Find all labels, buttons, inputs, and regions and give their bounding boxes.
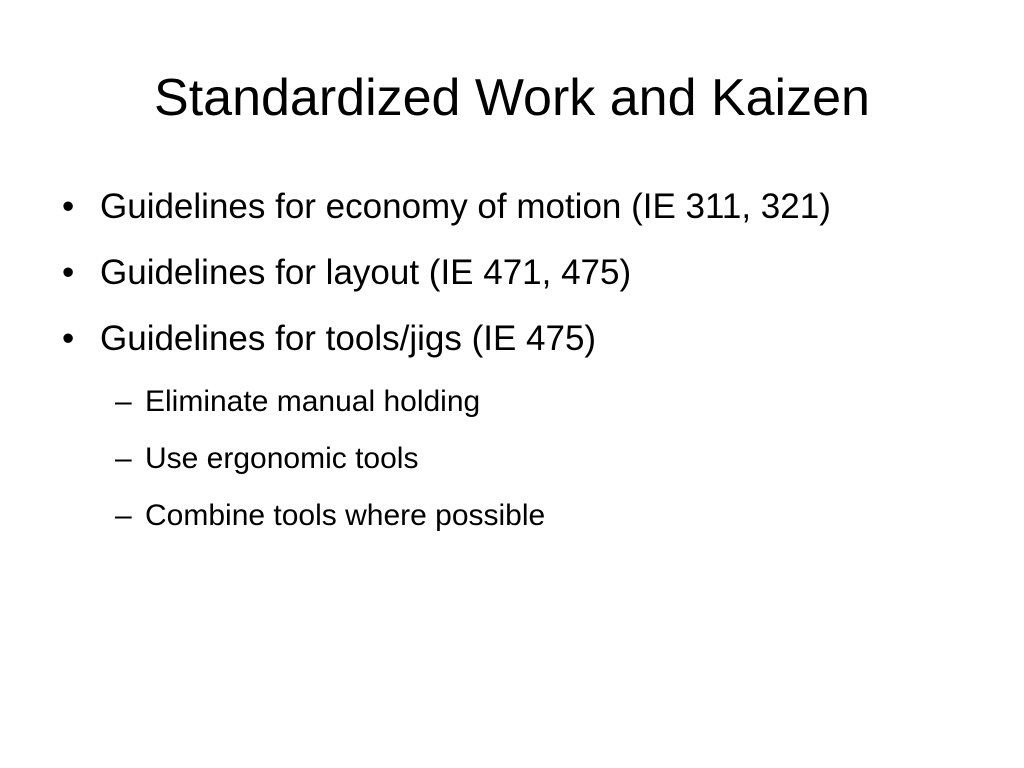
- bullet-icon: •: [62, 253, 75, 292]
- bullet-icon: •: [62, 187, 75, 226]
- sub-bullet-text: Combine tools where possible: [145, 499, 546, 532]
- bullet-item: [62, 318, 1002, 360]
- slide-title: Standardized Work and Kaizen: [154, 69, 870, 127]
- dash-icon: –: [115, 499, 132, 532]
- bullet-list: [62, 186, 1002, 555]
- bullet-icon: •: [62, 319, 75, 358]
- bullet-text: Guidelines for layout (IE 471, 475): [100, 253, 632, 292]
- bullet-item: [62, 186, 1002, 228]
- sub-bullet-text: Use ergonomic tools: [145, 442, 419, 475]
- sub-bullet-item: [62, 384, 1002, 420]
- sub-bullet-item: [62, 498, 1002, 534]
- bullet-text: Guidelines for economy of motion (IE 311, 321): [100, 187, 831, 226]
- sub-bullet-item: [62, 441, 1002, 477]
- sub-bullet-text: Eliminate manual holding: [145, 385, 481, 418]
- bullet-text: Guidelines for tools/jigs (IE 475): [100, 319, 597, 358]
- dash-icon: –: [115, 442, 132, 475]
- dash-icon: –: [115, 385, 132, 418]
- bullet-item: [62, 252, 1002, 294]
